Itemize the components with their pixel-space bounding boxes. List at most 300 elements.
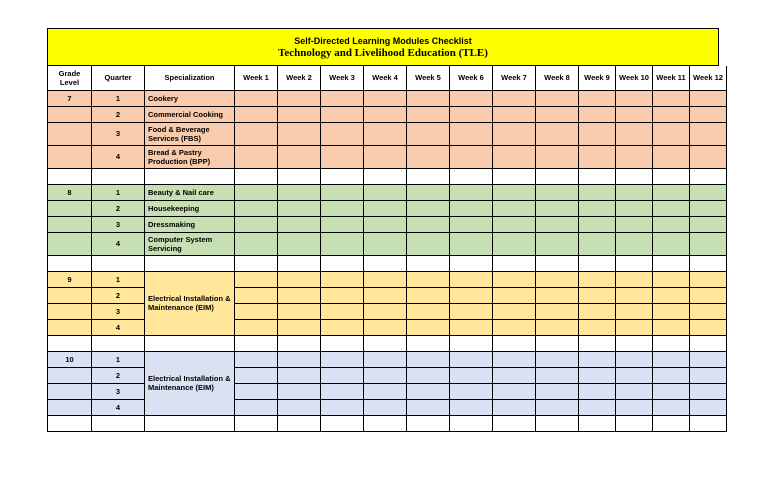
week-checkbox-cell	[407, 271, 450, 287]
week-checkbox-cell	[235, 90, 278, 106]
week-checkbox-cell	[493, 216, 536, 232]
spacer-cell	[536, 255, 579, 271]
table-row	[48, 351, 727, 367]
week-checkbox-cell	[450, 367, 493, 383]
spacer-cell	[450, 335, 493, 351]
spacer-cell	[450, 415, 493, 431]
week-checkbox-cell	[616, 184, 653, 200]
grade-cell: 10	[48, 351, 92, 367]
week-checkbox-cell	[536, 232, 579, 255]
week-checkbox-cell	[278, 303, 321, 319]
specialization-cell: Bread & Pastry Production (BPP)	[145, 145, 235, 168]
week-checkbox-cell	[364, 122, 407, 145]
week-checkbox-cell	[364, 90, 407, 106]
spacer-cell	[235, 255, 278, 271]
week-checkbox-cell	[493, 145, 536, 168]
week-checkbox-cell	[407, 367, 450, 383]
week-checkbox-cell	[407, 90, 450, 106]
week-checkbox-cell	[493, 303, 536, 319]
week-checkbox-cell	[616, 216, 653, 232]
column-header: Week 5	[407, 66, 450, 90]
spacer-cell	[48, 415, 92, 431]
spacer-cell	[653, 415, 690, 431]
quarter-cell: 1	[92, 351, 145, 367]
grade-cell: 9	[48, 271, 92, 287]
table-row	[48, 90, 727, 106]
week-checkbox-cell	[450, 303, 493, 319]
week-checkbox-cell	[235, 367, 278, 383]
week-checkbox-cell	[653, 232, 690, 255]
week-checkbox-cell	[653, 367, 690, 383]
week-checkbox-cell	[579, 200, 616, 216]
table-row	[48, 145, 727, 168]
week-checkbox-cell	[690, 367, 727, 383]
spacer-cell	[690, 255, 727, 271]
table-body	[48, 90, 727, 431]
column-header: Week 9	[579, 66, 616, 90]
grade-cell	[48, 122, 92, 145]
week-checkbox-cell	[278, 216, 321, 232]
week-checkbox-cell	[653, 383, 690, 399]
sheet-subtitle: Technology and Livelihood Education (TLE)	[278, 47, 488, 59]
week-checkbox-cell	[493, 184, 536, 200]
week-checkbox-cell	[536, 122, 579, 145]
week-checkbox-cell	[321, 367, 364, 383]
spacer-cell	[616, 255, 653, 271]
week-checkbox-cell	[653, 319, 690, 335]
specialization-cell: Dressmaking	[145, 216, 235, 232]
week-checkbox-cell	[690, 106, 727, 122]
week-checkbox-cell	[653, 122, 690, 145]
week-checkbox-cell	[450, 184, 493, 200]
week-checkbox-cell	[616, 232, 653, 255]
week-checkbox-cell	[407, 383, 450, 399]
spacer-cell	[579, 168, 616, 184]
table-row	[48, 184, 727, 200]
week-checkbox-cell	[536, 319, 579, 335]
specialization-cell: Beauty & Nail care	[145, 184, 235, 200]
week-checkbox-cell	[616, 383, 653, 399]
table-row	[48, 200, 727, 216]
week-checkbox-cell	[690, 287, 727, 303]
column-header: Week 2	[278, 66, 321, 90]
week-checkbox-cell	[493, 399, 536, 415]
week-checkbox-cell	[407, 200, 450, 216]
spacer-cell	[450, 255, 493, 271]
spacer-cell	[579, 415, 616, 431]
week-checkbox-cell	[235, 399, 278, 415]
week-checkbox-cell	[364, 184, 407, 200]
week-checkbox-cell	[653, 184, 690, 200]
specialization-cell: Computer System Servicing	[145, 232, 235, 255]
column-header: Quarter	[92, 66, 145, 90]
week-checkbox-cell	[616, 106, 653, 122]
spacer-cell	[364, 255, 407, 271]
week-checkbox-cell	[321, 287, 364, 303]
spacer-cell	[48, 255, 92, 271]
week-checkbox-cell	[278, 145, 321, 168]
week-checkbox-cell	[579, 287, 616, 303]
week-checkbox-cell	[653, 106, 690, 122]
week-checkbox-cell	[579, 319, 616, 335]
week-checkbox-cell	[493, 287, 536, 303]
spacer-cell	[92, 335, 145, 351]
week-checkbox-cell	[321, 351, 364, 367]
spacer-cell	[235, 415, 278, 431]
week-checkbox-cell	[493, 232, 536, 255]
spacer-cell	[616, 168, 653, 184]
week-checkbox-cell	[450, 383, 493, 399]
week-checkbox-cell	[536, 200, 579, 216]
quarter-cell: 2	[92, 200, 145, 216]
spacer-cell	[616, 335, 653, 351]
week-checkbox-cell	[364, 145, 407, 168]
week-checkbox-cell	[321, 271, 364, 287]
checklist-table	[47, 66, 727, 432]
spacer-cell	[493, 335, 536, 351]
specialization-cell: Food & Beverage Services (FBS)	[145, 122, 235, 145]
week-checkbox-cell	[616, 90, 653, 106]
week-checkbox-cell	[653, 216, 690, 232]
quarter-cell: 1	[92, 90, 145, 106]
week-checkbox-cell	[278, 367, 321, 383]
spacer-cell	[321, 415, 364, 431]
specialization-cell: Electrical Installation & Maintenance (EIM)	[145, 271, 235, 335]
week-checkbox-cell	[278, 106, 321, 122]
week-checkbox-cell	[450, 200, 493, 216]
spacer-row	[48, 255, 727, 271]
week-checkbox-cell	[235, 271, 278, 287]
week-checkbox-cell	[321, 383, 364, 399]
spacer-cell	[92, 415, 145, 431]
week-checkbox-cell	[450, 351, 493, 367]
week-checkbox-cell	[579, 232, 616, 255]
week-checkbox-cell	[690, 383, 727, 399]
week-checkbox-cell	[235, 216, 278, 232]
quarter-cell: 3	[92, 216, 145, 232]
quarter-cell: 2	[92, 367, 145, 383]
spacer-cell	[407, 168, 450, 184]
week-checkbox-cell	[493, 106, 536, 122]
week-checkbox-cell	[364, 216, 407, 232]
week-checkbox-cell	[579, 383, 616, 399]
spacer-cell	[235, 168, 278, 184]
specialization-cell: Cookery	[145, 90, 235, 106]
week-checkbox-cell	[364, 106, 407, 122]
grade-cell: 7	[48, 90, 92, 106]
week-checkbox-cell	[493, 319, 536, 335]
table-row	[48, 122, 727, 145]
week-checkbox-cell	[278, 351, 321, 367]
specialization-cell: Commercial Cooking	[145, 106, 235, 122]
week-checkbox-cell	[407, 145, 450, 168]
week-checkbox-cell	[690, 399, 727, 415]
column-header: Week 12	[690, 66, 727, 90]
spacer-cell	[364, 415, 407, 431]
week-checkbox-cell	[579, 216, 616, 232]
spacer-cell	[536, 415, 579, 431]
spacer-cell	[450, 168, 493, 184]
week-checkbox-cell	[278, 271, 321, 287]
week-checkbox-cell	[364, 351, 407, 367]
week-checkbox-cell	[278, 319, 321, 335]
week-checkbox-cell	[235, 351, 278, 367]
week-checkbox-cell	[278, 122, 321, 145]
week-checkbox-cell	[450, 271, 493, 287]
week-checkbox-cell	[653, 200, 690, 216]
week-checkbox-cell	[235, 232, 278, 255]
week-checkbox-cell	[235, 287, 278, 303]
week-checkbox-cell	[616, 145, 653, 168]
week-checkbox-cell	[493, 90, 536, 106]
spacer-cell	[321, 335, 364, 351]
column-header: Week 4	[364, 66, 407, 90]
grade-cell	[48, 232, 92, 255]
grade-cell	[48, 200, 92, 216]
spacer-cell	[48, 335, 92, 351]
grade-cell	[48, 287, 92, 303]
week-checkbox-cell	[653, 399, 690, 415]
spacer-cell	[653, 168, 690, 184]
quarter-cell: 3	[92, 303, 145, 319]
week-checkbox-cell	[690, 271, 727, 287]
spacer-cell	[278, 415, 321, 431]
week-checkbox-cell	[536, 271, 579, 287]
week-checkbox-cell	[364, 303, 407, 319]
spacer-cell	[364, 168, 407, 184]
week-checkbox-cell	[536, 303, 579, 319]
week-checkbox-cell	[579, 90, 616, 106]
week-checkbox-cell	[450, 216, 493, 232]
grade-cell: 8	[48, 184, 92, 200]
week-checkbox-cell	[579, 303, 616, 319]
week-checkbox-cell	[616, 367, 653, 383]
week-checkbox-cell	[690, 303, 727, 319]
week-checkbox-cell	[364, 200, 407, 216]
checklist-sheet	[47, 28, 723, 432]
quarter-cell: 4	[92, 145, 145, 168]
week-checkbox-cell	[493, 367, 536, 383]
column-header: Week 1	[235, 66, 278, 90]
week-checkbox-cell	[407, 351, 450, 367]
quarter-cell: 2	[92, 106, 145, 122]
quarter-cell: 2	[92, 287, 145, 303]
spacer-cell	[48, 168, 92, 184]
column-header: Week 11	[653, 66, 690, 90]
spacer-cell	[493, 168, 536, 184]
table-row	[48, 232, 727, 255]
week-checkbox-cell	[536, 106, 579, 122]
week-checkbox-cell	[321, 200, 364, 216]
quarter-cell: 1	[92, 184, 145, 200]
column-header: Grade Level	[48, 66, 92, 90]
week-checkbox-cell	[579, 106, 616, 122]
week-checkbox-cell	[690, 216, 727, 232]
grade-cell	[48, 216, 92, 232]
spacer-cell	[92, 168, 145, 184]
week-checkbox-cell	[321, 216, 364, 232]
week-checkbox-cell	[536, 145, 579, 168]
week-checkbox-cell	[407, 232, 450, 255]
week-checkbox-cell	[450, 122, 493, 145]
week-checkbox-cell	[536, 383, 579, 399]
week-checkbox-cell	[616, 351, 653, 367]
grade-cell	[48, 319, 92, 335]
week-checkbox-cell	[321, 399, 364, 415]
week-checkbox-cell	[653, 145, 690, 168]
week-checkbox-cell	[536, 399, 579, 415]
spacer-cell	[321, 255, 364, 271]
column-header: Week 7	[493, 66, 536, 90]
week-checkbox-cell	[690, 184, 727, 200]
week-checkbox-cell	[235, 184, 278, 200]
week-checkbox-cell	[278, 399, 321, 415]
grade-cell	[48, 383, 92, 399]
week-checkbox-cell	[450, 90, 493, 106]
week-checkbox-cell	[364, 399, 407, 415]
week-checkbox-cell	[235, 383, 278, 399]
spacer-cell	[653, 255, 690, 271]
week-checkbox-cell	[278, 200, 321, 216]
header-row	[48, 66, 727, 90]
spacer-cell	[536, 168, 579, 184]
quarter-cell: 3	[92, 383, 145, 399]
grade-cell	[48, 367, 92, 383]
column-header: Week 6	[450, 66, 493, 90]
week-checkbox-cell	[321, 106, 364, 122]
quarter-cell: 4	[92, 232, 145, 255]
week-checkbox-cell	[493, 200, 536, 216]
quarter-cell: 3	[92, 122, 145, 145]
week-checkbox-cell	[616, 271, 653, 287]
week-checkbox-cell	[493, 383, 536, 399]
week-checkbox-cell	[536, 287, 579, 303]
week-checkbox-cell	[321, 303, 364, 319]
spacer-cell	[616, 415, 653, 431]
week-checkbox-cell	[321, 184, 364, 200]
quarter-cell: 1	[92, 271, 145, 287]
spacer-row	[48, 335, 727, 351]
spacer-cell	[145, 255, 235, 271]
week-checkbox-cell	[616, 122, 653, 145]
week-checkbox-cell	[235, 200, 278, 216]
spacer-cell	[579, 255, 616, 271]
week-checkbox-cell	[653, 271, 690, 287]
week-checkbox-cell	[364, 367, 407, 383]
week-checkbox-cell	[653, 90, 690, 106]
grade-cell	[48, 303, 92, 319]
week-checkbox-cell	[493, 271, 536, 287]
week-checkbox-cell	[235, 122, 278, 145]
week-checkbox-cell	[407, 122, 450, 145]
spacer-cell	[145, 415, 235, 431]
spacer-cell	[653, 335, 690, 351]
spacer-cell	[407, 255, 450, 271]
week-checkbox-cell	[321, 145, 364, 168]
week-checkbox-cell	[364, 232, 407, 255]
week-checkbox-cell	[278, 383, 321, 399]
week-checkbox-cell	[536, 90, 579, 106]
week-checkbox-cell	[690, 319, 727, 335]
week-checkbox-cell	[579, 399, 616, 415]
week-checkbox-cell	[364, 287, 407, 303]
week-checkbox-cell	[278, 184, 321, 200]
week-checkbox-cell	[364, 271, 407, 287]
week-checkbox-cell	[450, 145, 493, 168]
spacer-cell	[278, 168, 321, 184]
week-checkbox-cell	[450, 319, 493, 335]
week-checkbox-cell	[579, 145, 616, 168]
spacer-cell	[690, 415, 727, 431]
column-header: Specialization	[145, 66, 235, 90]
grade-cell	[48, 399, 92, 415]
spacer-cell	[364, 335, 407, 351]
spacer-cell	[321, 168, 364, 184]
week-checkbox-cell	[579, 184, 616, 200]
week-checkbox-cell	[364, 383, 407, 399]
spacer-cell	[235, 335, 278, 351]
week-checkbox-cell	[616, 200, 653, 216]
table-row	[48, 271, 727, 287]
grade-cell	[48, 145, 92, 168]
specialization-cell: Housekeeping	[145, 200, 235, 216]
week-checkbox-cell	[321, 319, 364, 335]
week-checkbox-cell	[364, 319, 407, 335]
week-checkbox-cell	[278, 232, 321, 255]
week-checkbox-cell	[579, 271, 616, 287]
spacer-cell	[407, 335, 450, 351]
spacer-cell	[690, 168, 727, 184]
week-checkbox-cell	[653, 351, 690, 367]
week-checkbox-cell	[407, 184, 450, 200]
title-bar	[47, 28, 719, 66]
quarter-cell: 4	[92, 399, 145, 415]
week-checkbox-cell	[407, 216, 450, 232]
column-header: Week 8	[536, 66, 579, 90]
week-checkbox-cell	[321, 90, 364, 106]
week-checkbox-cell	[450, 232, 493, 255]
spacer-cell	[145, 168, 235, 184]
week-checkbox-cell	[653, 287, 690, 303]
week-checkbox-cell	[450, 106, 493, 122]
week-checkbox-cell	[235, 303, 278, 319]
week-checkbox-cell	[616, 319, 653, 335]
spacer-cell	[493, 415, 536, 431]
spacer-row	[48, 415, 727, 431]
week-checkbox-cell	[616, 399, 653, 415]
spacer-cell	[493, 255, 536, 271]
table-row	[48, 216, 727, 232]
week-checkbox-cell	[690, 232, 727, 255]
spacer-cell	[278, 255, 321, 271]
week-checkbox-cell	[536, 184, 579, 200]
week-checkbox-cell	[536, 351, 579, 367]
week-checkbox-cell	[690, 122, 727, 145]
specialization-cell: Electrical Installation & Maintenance (EIM)	[145, 351, 235, 415]
week-checkbox-cell	[235, 319, 278, 335]
table-row	[48, 106, 727, 122]
week-checkbox-cell	[450, 287, 493, 303]
week-checkbox-cell	[493, 122, 536, 145]
week-checkbox-cell	[407, 303, 450, 319]
week-checkbox-cell	[407, 106, 450, 122]
quarter-cell: 4	[92, 319, 145, 335]
spacer-row	[48, 168, 727, 184]
week-checkbox-cell	[278, 90, 321, 106]
week-checkbox-cell	[235, 106, 278, 122]
week-checkbox-cell	[407, 319, 450, 335]
week-checkbox-cell	[579, 367, 616, 383]
